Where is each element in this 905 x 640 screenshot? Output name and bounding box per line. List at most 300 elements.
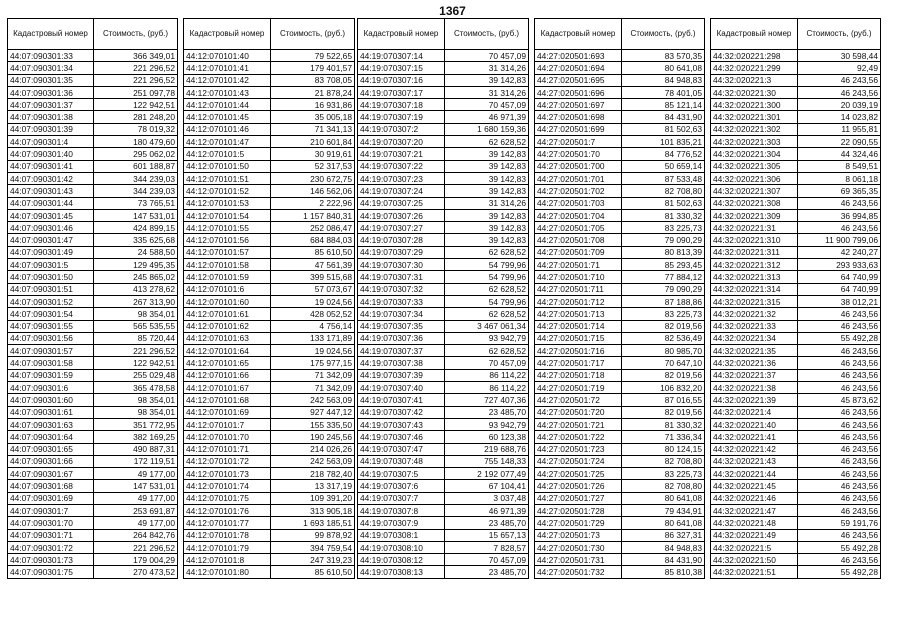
cost-cell: 80 641,08 [622,492,705,504]
cadastral-number-cell: 44:27:020501:713 [535,308,622,320]
table-row [535,234,705,246]
cadastral-number-cell: 44:19:070307:33 [358,295,445,307]
cost-cell: 46 243,56 [798,480,881,492]
cost-cell: 242 563,09 [271,455,355,467]
table-row [184,50,355,62]
header-cadastral-number: Кадастровый номер [358,19,445,50]
cost-cell: 19 024,56 [271,345,355,357]
cost-cell: 62 628,52 [445,136,529,148]
cost-cell: 46 243,56 [798,443,881,455]
cost-cell: 54 799,96 [445,259,529,271]
table-header-row [358,19,529,50]
cost-cell: 366 349,01 [94,50,178,62]
cadastral-number-cell: 44:32:020221:44 [711,468,798,480]
cadastral-number-cell: 44:32:020221:48 [711,517,798,529]
table-row [358,172,529,184]
cadastral-number-cell: 44:12:070101:8 [184,554,271,566]
cost-cell: 46 243,56 [798,431,881,443]
cadastral-number-cell: 44:19:070307:14 [358,50,445,62]
cost-cell: 98 354,01 [94,406,178,418]
table-row [535,554,705,566]
cost-cell: 81 330,32 [622,418,705,430]
cadastral-number-cell: 44:27:020501:71 [535,259,622,271]
cost-cell: 42 240,27 [798,246,881,258]
table-row [184,234,355,246]
table-row [711,222,881,234]
cadastral-table-1 [7,18,178,579]
table-row [711,172,881,184]
cost-cell: 214 026,26 [271,443,355,455]
cost-cell: 7 828,57 [445,541,529,553]
cadastral-number-cell: 44:12:070101:59 [184,271,271,283]
cost-cell: 79 090,29 [622,283,705,295]
cost-cell: 180 479,60 [94,136,178,148]
cadastral-number-cell: 44:27:020501:710 [535,271,622,283]
cost-cell: 93 942,79 [445,418,529,430]
table-row [184,259,355,271]
cadastral-number-cell: 44:19:070307:48 [358,455,445,467]
table-row [184,62,355,74]
cadastral-number-cell: 44:12:070101:71 [184,443,271,455]
header-cadastral-number: Кадастровый номер [535,19,622,50]
cost-cell: 281 248,20 [94,111,178,123]
cost-cell: 80 641,08 [622,517,705,529]
table-row [184,406,355,418]
table-row [184,172,355,184]
cost-cell: 70 457,09 [445,357,529,369]
table-row [184,332,355,344]
cadastral-number-cell: 44:19:070307:16 [358,74,445,86]
cadastral-number-cell: 44:27:020501:730 [535,541,622,553]
table-row [535,357,705,369]
table-row [184,566,355,578]
table-row [8,308,178,320]
cadastral-number-cell: 44:19:070307:40 [358,382,445,394]
header-cost: Стоимость, (руб.) [94,19,178,50]
cadastral-number-cell: 44:07:090301:7 [8,504,94,516]
cadastral-number-cell: 44:12:070101:61 [184,308,271,320]
table-row [8,99,178,111]
table-header-row [184,19,355,50]
cost-cell: 46 243,56 [798,74,881,86]
cost-cell: 80 641,08 [622,62,705,74]
cadastral-number-cell: 44:27:020501:720 [535,406,622,418]
table-row [8,382,178,394]
cost-cell: 221 296,52 [94,62,178,74]
cadastral-number-cell: 44:27:020501:732 [535,566,622,578]
table-row [358,74,529,86]
cost-cell: 221 296,52 [94,74,178,86]
cadastral-number-cell: 44:27:020501:701 [535,172,622,184]
table-row [184,480,355,492]
table-row [711,492,881,504]
cadastral-number-cell: 44:19:070307:43 [358,418,445,430]
cadastral-number-cell: 44:07:090301:57 [8,345,94,357]
cadastral-number-cell: 44:07:090301:39 [8,123,94,135]
cost-cell: 399 515,68 [271,271,355,283]
cadastral-number-cell: 44:32:020221:302 [711,123,798,135]
cost-cell: 210 601,84 [271,136,355,148]
cadastral-number-cell: 44:12:070101:68 [184,394,271,406]
cost-cell: 147 531,01 [94,480,178,492]
cost-cell: 83 225,73 [622,468,705,480]
cadastral-number-cell: 44:07:090301:41 [8,160,94,172]
table-row [8,172,178,184]
cadastral-number-cell: 44:32:020221:36 [711,357,798,369]
cadastral-number-cell: 44:27:020501:7 [535,136,622,148]
cadastral-number-cell: 44:27:020501:722 [535,431,622,443]
cadastral-number-cell: 44:07:090301:44 [8,197,94,209]
table-header-row [535,19,705,50]
cost-cell: 172 119,51 [94,455,178,467]
cadastral-number-cell: 44:12:070101:72 [184,455,271,467]
cadastral-number-cell: 44:12:070101:80 [184,566,271,578]
table-row [535,517,705,529]
cost-cell: 55 492,28 [798,332,881,344]
table-row [711,136,881,148]
cadastral-number-cell: 44:07:090301:55 [8,320,94,332]
table-row [711,148,881,160]
table-row [711,357,881,369]
cost-cell: 84 948,83 [622,541,705,553]
table-row [358,185,529,197]
cadastral-number-cell: 44:07:090301:66 [8,455,94,467]
cost-cell: 39 142,83 [445,234,529,246]
cadastral-number-cell: 44:19:070307:32 [358,283,445,295]
cost-cell: 82 708,80 [622,480,705,492]
cadastral-number-cell: 44:32:020221:308 [711,197,798,209]
cost-cell: 122 942,51 [94,357,178,369]
cost-cell: 251 097,78 [94,86,178,98]
cadastral-table-5 [710,18,881,579]
cost-cell: 64 740,99 [798,283,881,295]
table-row [358,234,529,246]
cadastral-number-cell: 44:12:070101:69 [184,406,271,418]
cost-cell: 79 522,65 [271,50,355,62]
cost-cell: 46 243,56 [798,529,881,541]
table-row [8,554,178,566]
cadastral-number-cell: 44:32:020221:34 [711,332,798,344]
table-row [184,209,355,221]
table-row [184,529,355,541]
cost-cell: 293 933,63 [798,259,881,271]
cadastral-number-cell: 44:27:020501:717 [535,357,622,369]
table-row [8,222,178,234]
cadastral-number-cell: 44:32:020221:35 [711,345,798,357]
table-row [711,541,881,553]
cadastral-number-cell: 44:32:020221:311 [711,246,798,258]
cost-cell: 71 342,09 [271,369,355,381]
table-row [358,406,529,418]
cadastral-number-cell: 44:12:070101:73 [184,468,271,480]
cost-cell: 1 157 840,31 [271,209,355,221]
cadastral-number-cell: 44:12:070101:78 [184,529,271,541]
cost-cell: 15 657,13 [445,529,529,541]
cadastral-number-cell: 44:32:020221:39 [711,394,798,406]
cost-cell: 78 401,05 [622,86,705,98]
cost-cell: 85 810,38 [622,566,705,578]
cost-cell: 253 691,87 [94,504,178,516]
cost-cell: 99 878,92 [271,529,355,541]
cost-cell: 86 327,31 [622,529,705,541]
cadastral-number-cell: 44:12:070101:66 [184,369,271,381]
table-row [8,369,178,381]
cost-cell: 36 994,85 [798,209,881,221]
table-row [358,86,529,98]
cadastral-number-cell: 44:07:090301:38 [8,111,94,123]
table-row [535,418,705,430]
cadastral-number-cell: 44:32:020221:41 [711,431,798,443]
cadastral-number-cell: 44:07:090301:35 [8,74,94,86]
cost-cell: 62 628,52 [445,283,529,295]
cost-cell: 46 243,56 [798,382,881,394]
table-row [184,99,355,111]
cost-cell: 147 531,01 [94,209,178,221]
cadastral-number-cell: 44:19:070307:9 [358,517,445,529]
cost-cell: 13 317,19 [271,480,355,492]
table-row [184,443,355,455]
cost-cell: 247 319,23 [271,554,355,566]
table-row [358,431,529,443]
table-row [184,431,355,443]
cost-cell: 270 473,52 [94,566,178,578]
cost-cell: 267 313,90 [94,295,178,307]
cost-cell: 57 073,67 [271,283,355,295]
cost-cell: 101 835,21 [622,136,705,148]
cost-cell: 71 341,13 [271,123,355,135]
cadastral-number-cell: 44:19:070307:25 [358,197,445,209]
table-row [8,443,178,455]
cadastral-number-cell: 44:12:070101:74 [184,480,271,492]
cadastral-number-cell: 44:19:070307:30 [358,259,445,271]
table-row [535,222,705,234]
cost-cell: 3 467 061,34 [445,320,529,332]
cadastral-number-cell: 44:07:090301:64 [8,431,94,443]
cadastral-number-cell: 44:27:020501:726 [535,480,622,492]
table-row [184,246,355,258]
cadastral-number-cell: 44:32:020221:4 [711,406,798,418]
cost-cell: 79 434,91 [622,504,705,516]
cadastral-number-cell: 44:07:090301:34 [8,62,94,74]
cost-cell: 23 485,70 [445,517,529,529]
table-row [8,320,178,332]
cost-cell: 1 680 159,36 [445,123,529,135]
cadastral-number-cell: 44:32:020221:298 [711,50,798,62]
table-row [358,566,529,578]
cost-cell: 82 019,56 [622,406,705,418]
table-row [184,136,355,148]
table-row [535,320,705,332]
table-row [711,283,881,295]
cost-cell: 80 124,15 [622,443,705,455]
cost-cell: 86 114,22 [445,382,529,394]
cost-cell: 54 799,96 [445,295,529,307]
cost-cell: 70 647,10 [622,357,705,369]
cadastral-number-cell: 44:07:090301:37 [8,99,94,111]
cost-cell: 84 776,52 [622,148,705,160]
table-row [358,455,529,467]
cost-cell: 55 492,28 [798,541,881,553]
cadastral-number-cell: 44:07:090301:51 [8,283,94,295]
table-row [8,123,178,135]
cost-cell: 80 813,39 [622,246,705,258]
table-row [8,50,178,62]
cost-cell: 46 243,56 [798,320,881,332]
cadastral-number-cell: 44:32:020221:33 [711,320,798,332]
cost-cell: 22 090,55 [798,136,881,148]
cost-cell: 81 502,63 [622,123,705,135]
cost-cell: 424 899,15 [94,222,178,234]
cadastral-number-cell: 44:12:070101:47 [184,136,271,148]
table-row [535,480,705,492]
table-header-row [8,19,178,50]
table-row [711,271,881,283]
cadastral-number-cell: 44:07:090301:75 [8,566,94,578]
cadastral-number-cell: 44:12:070101:50 [184,160,271,172]
cost-cell: 62 628,52 [445,246,529,258]
table-row [184,308,355,320]
table-row [711,111,881,123]
table-row [535,136,705,148]
table-row [184,455,355,467]
table-row [358,222,529,234]
cost-cell: 394 759,54 [271,541,355,553]
cadastral-number-cell: 44:32:020221:303 [711,136,798,148]
cadastral-number-cell: 44:07:090301:68 [8,480,94,492]
table-row [358,99,529,111]
table-row [8,148,178,160]
cadastral-number-cell: 44:32:020221:42 [711,443,798,455]
table-row [535,468,705,480]
cost-cell: 490 887,31 [94,443,178,455]
table-row [184,369,355,381]
cadastral-number-cell: 44:12:070101:62 [184,320,271,332]
cadastral-number-cell: 44:12:070101:41 [184,62,271,74]
cadastral-number-cell: 44:07:090301:71 [8,529,94,541]
cost-cell: 49 177,00 [94,492,178,504]
cost-cell: 684 884,03 [271,234,355,246]
cadastral-number-cell: 44:19:070307:38 [358,357,445,369]
table-row [535,185,705,197]
cost-cell: 46 243,56 [798,369,881,381]
cadastral-number-cell: 44:19:070307:2 [358,123,445,135]
cost-cell: 565 535,55 [94,320,178,332]
table-row [358,111,529,123]
cost-cell: 23 485,70 [445,566,529,578]
cost-cell: 175 977,15 [271,357,355,369]
cadastral-number-cell: 44:12:070101:43 [184,86,271,98]
table-row [358,382,529,394]
table-row [358,148,529,160]
table-row [711,455,881,467]
cadastral-number-cell: 44:32:020221:315 [711,295,798,307]
table-row [535,86,705,98]
table-row [711,123,881,135]
cost-cell: 85 293,45 [622,259,705,271]
cost-cell: 230 672,75 [271,172,355,184]
table-row [8,455,178,467]
table-row [8,234,178,246]
table-row [8,136,178,148]
cadastral-table-4 [534,18,705,579]
cadastral-number-cell: 44:27:020501:727 [535,492,622,504]
table-row [535,160,705,172]
table-row [711,246,881,258]
table-row [358,468,529,480]
cadastral-number-cell: 44:27:020501:729 [535,517,622,529]
cost-cell: 64 740,99 [798,271,881,283]
cost-cell: 365 478,58 [94,382,178,394]
cost-cell: 46 971,39 [445,504,529,516]
cadastral-number-cell: 44:32:020221:43 [711,455,798,467]
cadastral-number-cell: 44:19:070307:22 [358,160,445,172]
cost-cell: 55 492,28 [798,566,881,578]
table-row [8,295,178,307]
table-row [535,455,705,467]
table-row [8,517,178,529]
cadastral-number-cell: 44:27:020501:704 [535,209,622,221]
cost-cell: 14 023,82 [798,111,881,123]
cadastral-number-cell: 44:27:020501:711 [535,283,622,295]
cadastral-number-cell: 44:32:020221:38 [711,382,798,394]
cost-cell: 295 062,02 [94,148,178,160]
cost-cell: 70 457,09 [445,554,529,566]
table-row [711,50,881,62]
cost-cell: 190 245,56 [271,431,355,443]
cadastral-number-cell: 44:27:020501:709 [535,246,622,258]
cadastral-number-cell: 44:32:020221:51 [711,566,798,578]
cadastral-number-cell: 44:12:070101:44 [184,99,271,111]
cost-cell: 46 971,39 [445,111,529,123]
cost-cell: 46 243,56 [798,418,881,430]
table-row [8,468,178,480]
table-row [535,295,705,307]
cost-cell: 313 905,18 [271,504,355,516]
cadastral-number-cell: 44:07:090301:56 [8,332,94,344]
cost-cell: 77 884,12 [622,271,705,283]
cost-cell: 46 243,56 [798,86,881,98]
cadastral-number-cell: 44:19:070308:10 [358,541,445,553]
cadastral-number-cell: 44:32:020221:305 [711,160,798,172]
cost-cell: 264 842,76 [94,529,178,541]
table-row [8,566,178,578]
cadastral-number-cell: 44:19:070307:26 [358,209,445,221]
cost-cell: 109 391,20 [271,492,355,504]
cost-cell: 83 225,73 [622,308,705,320]
table-row [358,271,529,283]
table-row [535,504,705,516]
table-row [358,259,529,271]
cost-cell: 46 243,56 [798,492,881,504]
table-row [184,320,355,332]
cost-cell: 84 431,90 [622,554,705,566]
cost-cell: 49 177,00 [94,517,178,529]
cadastral-number-cell: 44:07:090301:49 [8,246,94,258]
cadastral-number-cell: 44:32:020221:40 [711,418,798,430]
table-row [184,160,355,172]
table-row [358,283,529,295]
cadastral-number-cell: 44:19:070307:6 [358,480,445,492]
cost-cell: 49 177,00 [94,468,178,480]
table-row [711,332,881,344]
cost-cell: 16 931,86 [271,99,355,111]
table-row [535,99,705,111]
cost-cell: 71 336,34 [622,431,705,443]
cost-cell: 19 024,56 [271,295,355,307]
table-row [711,369,881,381]
cadastral-number-cell: 44:32:020221:306 [711,172,798,184]
cost-cell: 31 314,26 [445,86,529,98]
